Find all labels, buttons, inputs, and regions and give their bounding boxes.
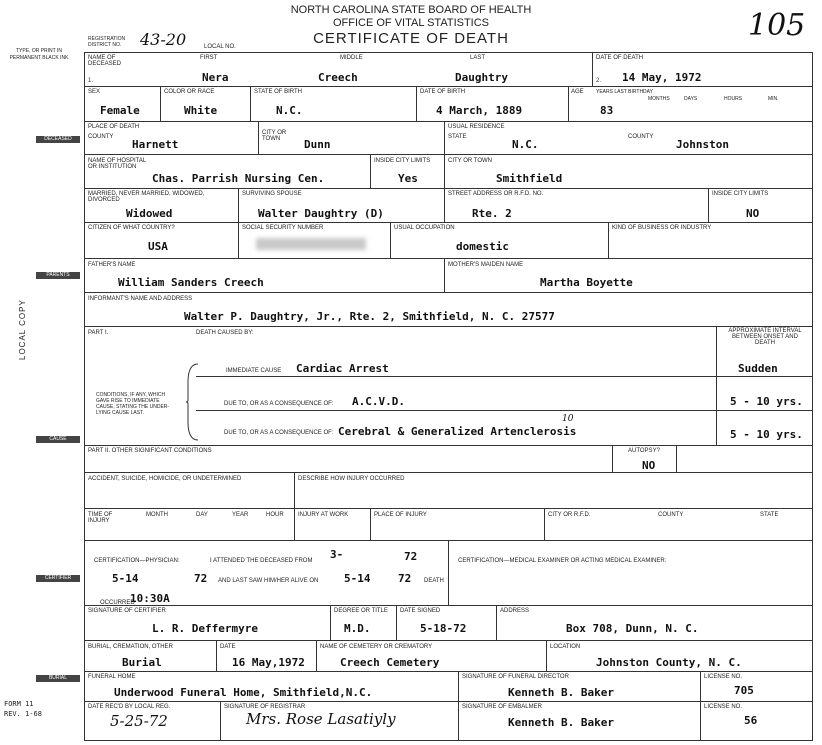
county-death: Harnett [132,138,179,151]
due-to-1: A.C.V.D. [352,395,405,408]
due-to-1-label: DUE TO, OR AS A CONSEQUENCE OF: [224,401,334,407]
date-birth-label: DATE OF BIRTH [420,89,466,95]
first-label: FIRST [200,55,218,61]
frame-left [84,52,85,740]
date-received: 5-25-72 [110,712,168,730]
part1-label: PART I. [88,330,109,336]
form-revision: REV. 1-68 [4,710,42,718]
months-label: MONTHS [648,96,670,102]
res-state: N.C. [512,138,539,151]
conditions-label: CONDITIONS, IF ANY, WHICH GAVE RISE TO IMMEDIATE CAUSE, STATING THE UNDER-LYING CAUSE LAST. [96,392,170,416]
burial-method: Burial [122,656,162,669]
deceased-tab-label: DECEASED [44,136,72,142]
certifier-tab [36,575,80,582]
due-to-2-interval: 5 - 10 yrs. [730,428,803,441]
due-to-2: Cerebral & Generalized Artenclerosis [338,425,577,438]
month-label: MONTH [146,512,168,518]
immediate-interval: Sudden [738,362,778,375]
parents-tab-label: PARENTS [46,272,70,278]
cause-tab [36,436,80,443]
street-label: STREET ADDRESS OR R.F.D. NO. [448,191,544,197]
informant-label: INFORMANT'S NAME AND ADDRESS [88,296,193,302]
ssn-redacted [256,238,366,250]
frame-top [84,52,813,53]
county-death-label: COUNTY [88,134,114,140]
place-death-label: PLACE OF DEATH [88,124,140,130]
describe-injury-label: DESCRIBE HOW INJURY OCCURRED [298,476,405,482]
city-death-label: CITY OR TOWN [262,130,287,142]
degree-label: DEGREE OR TITLE [334,608,388,614]
middle-name: Creech [318,71,358,84]
certifier-name: L. R. Deffermyre [152,622,258,635]
office-title: OFFICE OF VITAL STATISTICS [332,17,490,29]
date-of-death: 14 May, 1972 [622,71,702,84]
state-birth-label: STATE OF BIRTH [254,89,303,95]
burial-location: Johnston County, N. C. [596,656,742,669]
informant-value: Walter P. Daughtry, Jr., Rte. 2, Smithfield, N. C. 27577 [184,310,555,323]
last-name: Daughtry [455,71,508,84]
hours-label: HOURS [724,96,743,102]
spouse-label: SURVIVING SPOUSE [242,191,302,197]
middle-label: MIDDLE [340,55,363,61]
local-copy-label: LOCAL COPY [18,299,27,360]
attended-to: 72 [404,550,418,563]
min-label: MIN. [768,96,779,102]
res-county-label: COUNTY [628,134,654,140]
board-title: NORTH CAROLINA STATE BOARD OF HEALTH [290,4,532,16]
sig-director-label: SIGNATURE OF FUNERAL DIRECTOR [462,674,569,680]
sig-embalmer-label: SIGNATURE OF EMBALMER [462,704,542,710]
cemetery-label: NAME OF CEMETERY OR CREMATORY [320,644,433,650]
father-label: FATHER'S NAME [88,262,136,268]
date-of-birth: 4 March, 1889 [436,104,523,117]
cause-tab-label: CAUSE [49,436,67,442]
burial-tab [36,675,80,682]
reg-district-label: REGISTRATION DISTRICT NO. [88,36,126,48]
frame-bottom [84,740,813,741]
caused-by-label: DEATH CAUSED BY: [196,330,254,336]
cause-bracket [186,362,200,442]
race-value: White [184,104,218,117]
last-saw-label: AND LAST SAW HIM/HER ALIVE ON [218,578,319,584]
immediate-cause: Cardiac Arrest [296,362,389,375]
local-no-label: LOCAL NO. [204,44,236,50]
cert-me-label: CERTIFICATION—MEDICAL EXAMINER OR ACTING MEDICAL EXAMINER: [458,558,667,564]
days-label: DAYS [684,96,698,102]
director-license: 705 [734,684,754,697]
accident-label: ACCIDENT, SUICIDE, HOMICIDE, OR UNDETERMINED [88,476,242,482]
immediate-label: IMMEDIATE CAUSE [226,368,282,374]
burial-date: 16 May,1972 [232,656,305,669]
embalmer-name: Kenneth B. Baker [508,716,614,729]
spouse-value: Walter Daughtry (D) [258,207,384,220]
occurred-label: OCCURRED [100,600,135,606]
funeral-home-name: Underwood Funeral Home, Smithfield,N.C. [114,686,373,699]
certifier-degree: M.D. [344,622,371,635]
from-month-day: 5-14 [112,572,139,585]
married-label: MARRIED, NEVER MARRIED, WIDOWED, DIVORCED [88,191,205,203]
street-value: Rte. 2 [472,207,512,220]
due-to-2-insert: 10 [562,414,574,424]
form-number: FORM 11 [4,700,34,708]
place-injury-label: PLACE OF INJURY [374,512,427,518]
deceased-tab [36,136,80,143]
part2-label: PART II. OTHER SIGNIFICANT CONDITIONS [88,448,212,454]
due-to-1-interval: 5 - 10 yrs. [730,395,803,408]
ink-instruction: TYPE, OR PRINT IN PERMANENT BLACK INK [9,48,69,61]
citizen-value: USA [148,240,168,253]
sig-registrar-label: SIGNATURE OF REGISTRAR [224,704,306,710]
cemetery-name: Creech Cemetery [340,656,440,669]
hour-label: HOUR [266,512,284,518]
occupation-label: USUAL OCCUPATION [394,225,455,231]
date-of-death-label: DATE OF DEATH [596,55,644,61]
father-name: William Sanders Creech [118,276,264,289]
last-saw-year: 72 [398,572,412,585]
autopsy-value: NO [642,459,656,472]
parents-tab [36,272,80,279]
due-to-2-label: DUE TO, OR AS A CONSEQUENCE OF: [224,430,334,436]
date-signed: 5-18-72 [420,622,467,635]
day-label: DAY [196,512,208,518]
inside-city-label: INSIDE CITY LIMITS [374,158,431,164]
director-signature: Kenneth B. Baker [508,686,614,699]
interval-label: APPROXIMATE INTERVAL BETWEEN ONSET AND DEATH [728,328,802,346]
file-number: 105 [748,8,806,43]
hospital-label: NAME OF HOSPITAL OR INSTITUTION [88,158,147,170]
certificate-title: CERTIFICATE OF DEATH [313,30,509,47]
age-value: 83 [600,104,614,117]
certifier-address: Box 708, Dunn, N. C. [566,622,699,635]
marital-status: Widowed [126,207,173,220]
injury-state-label: STATE [760,512,779,518]
injury-work-label: INJURY AT WORK [298,512,349,518]
state-of-birth: N.C. [276,104,303,117]
year-label: YEAR [232,512,249,518]
injury-county-label: COUNTY [658,512,684,518]
embalmer-license: 56 [744,714,758,727]
citizen-label: CITIZEN OF WHAT COUNTRY? [88,225,175,231]
res-state-label: STATE [448,134,467,140]
usual-res-label: USUAL RESIDENCE [448,124,505,130]
hospital-value: Chas. Parrish Nursing Cen. [152,172,325,185]
autopsy-label: AUTOPSY? [628,448,660,454]
occupation-value: domestic [456,240,509,253]
address-label: ADDRESS [500,608,530,614]
sex-value: Female [100,104,140,117]
res-city: Smithfield [496,172,563,185]
frame-right [812,52,813,740]
time-injury-label: TIME OF INJURY [88,512,113,524]
burial-label: BURIAL, CREMATION, OTHER [88,644,173,650]
mother-label: MOTHER'S MAIDEN NAME [448,262,524,268]
location-label: LOCATION [550,644,581,650]
color-label: COLOR OR RACE [164,89,215,95]
attended-label: I ATTENDED THE DECEASED FROM [210,558,313,564]
business-label: KIND OF BUSINESS OR INDUSTRY [612,225,712,231]
cert-physician-label: CERTIFICATION—PHYSICIAN: [94,558,180,564]
director-license-label: LICENSE NO. [704,674,743,680]
city-rfd-label: CITY OR R.F.D. [548,512,591,518]
res-inside-city-label: INSIDE CITY LIMITS [712,191,769,197]
res-city-label: CITY OR TOWN [448,158,493,164]
res-county: Johnston [676,138,729,151]
death-time: 10:30A [130,592,170,605]
res-inside-city-value: NO [746,207,760,220]
reg-district-value: 43-20 [140,30,187,49]
age-label: AGE [571,89,584,95]
registrar-signature: Mrs. Rose Lasatiyly [246,710,396,728]
last-saw: 5-14 [344,572,371,585]
death-label: DEATH [424,578,444,584]
sex-label: SEX [88,89,101,95]
date-recd-label: DATE REC'D BY LOCAL REG. [88,704,171,710]
date-signed-label: DATE SIGNED [400,608,441,614]
certifier-tab-label: CERTIFIER [44,575,72,581]
embalmer-license-label: LICENSE NO. [704,704,743,710]
attended-from: 3- [330,548,344,561]
burial-tab-label: BURIAL [48,675,68,681]
last-label: LAST [470,55,486,61]
first-name: Nera [202,71,229,84]
funeral-home-label: FUNERAL HOME [88,674,136,680]
ssn-label: SOCIAL SECURITY NUMBER [242,225,324,231]
from-year: 72 [194,572,208,585]
name-label: NAME OF DECEASED [88,55,122,67]
years-label: YEARS LAST BIRTHDAY [596,89,653,95]
burial-date-label: DATE [220,644,236,650]
inside-city-value: Yes [398,172,418,185]
city-death: Dunn [304,138,331,151]
signature-certifier-label: SIGNATURE OF CERTIFIER [88,608,166,614]
mother-name: Martha Boyette [540,276,633,289]
